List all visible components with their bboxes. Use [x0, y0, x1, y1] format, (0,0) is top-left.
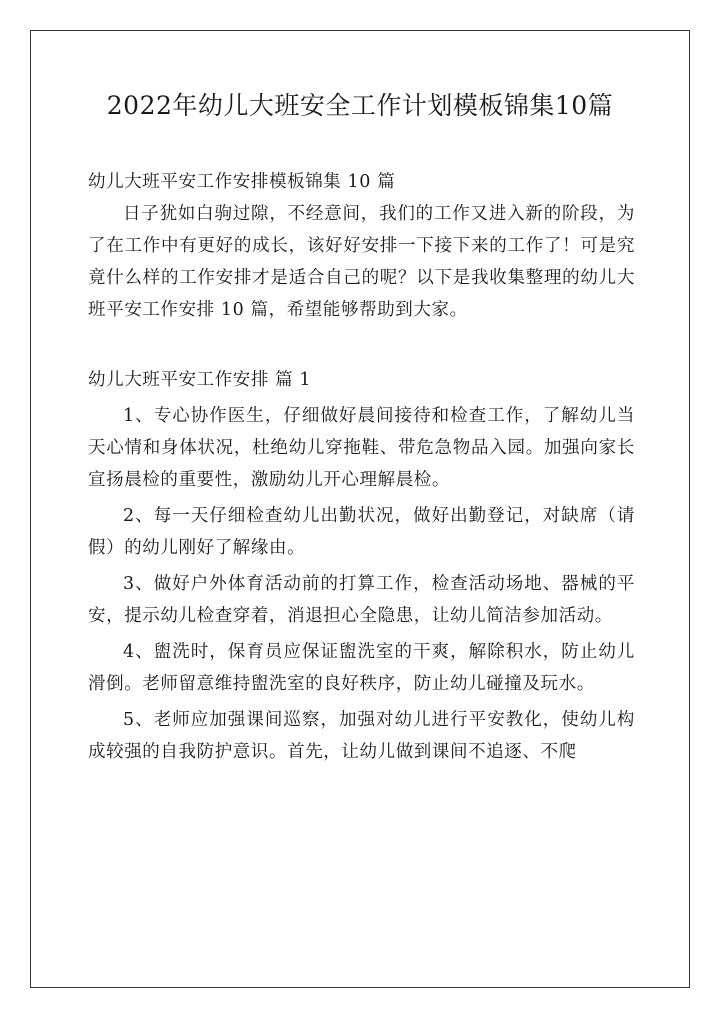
list-item: 2、每一天仔细检查幼儿出勤状况，做好出勤登记，对缺席（请假）的幼儿刚好了解缘由。 [88, 506, 635, 558]
list-item: 1、专心协作医生，仔细做好晨间接待和检查工作，了解幼儿当天心情和身体状况，杜绝幼儿穿拖鞋、带危急物品入园。加强向家长宣扬晨检的重要性，激励幼儿开心理解晨检。 [88, 406, 635, 490]
list-item: 3、做好户外体育活动前的打算工作，检查活动场地、器械的平安，提示幼儿检查穿着，消退担心全隐患，让幼儿简洁参加活动。 [88, 574, 635, 626]
document-body [88, 166, 635, 772]
section-heading: 幼儿大班平安工作安排 篇 1 [88, 370, 312, 390]
intro-paragraph: 日子犹如白驹过隙，不经意间，我们的工作又进入新的阶段，为了在工作中有更好的成长，该好好安排一下接下来的工作了！可是究竟什么样的工作安排才是适合自己的呢？以下是我收集整理的幼儿大班平安工作安排 10 篇，希望能够帮助到大家。 [88, 204, 635, 320]
list-item: 4、盥洗时，保育员应保证盥洗室的干爽，解除积水，防止幼儿滑倒。老师留意维持盥洗室的良好秩序，防止幼儿碰撞及玩水。 [88, 642, 635, 694]
section-spacer [88, 326, 635, 364]
document-title: 2022年幼儿大班安全工作计划模板锦集10篇 [106, 91, 614, 120]
list-item: 5、老师应加强课间巡察，加强对幼儿进行平安教化，使幼儿构成较强的自我防护意识。首先，让幼儿做到课间不追逐、不爬 [88, 710, 635, 762]
document-subtitle: 幼儿大班平安工作安排模板锦集 10 篇 [88, 172, 396, 192]
